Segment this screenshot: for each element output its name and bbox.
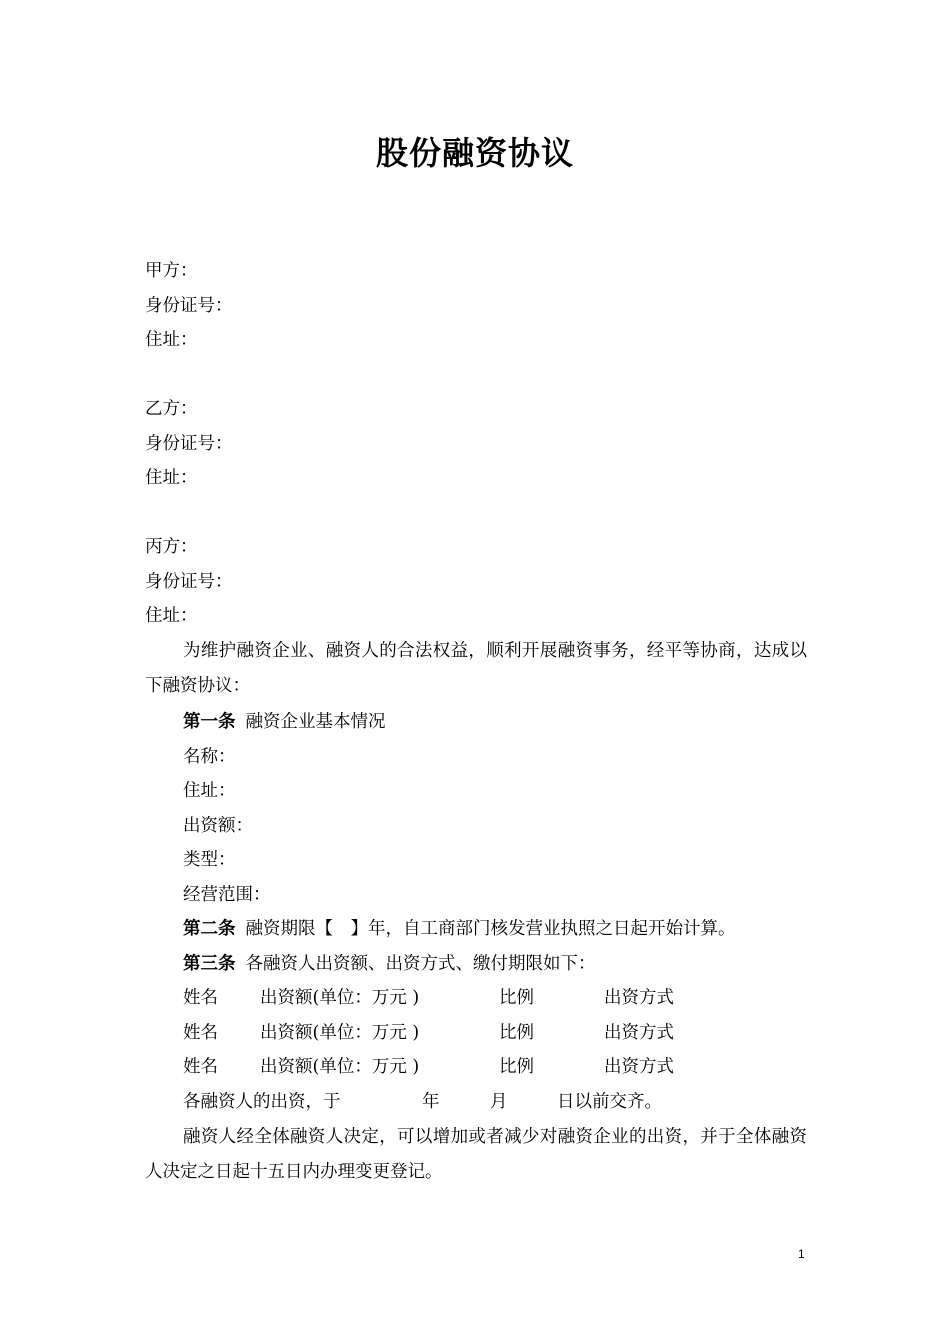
article-3-label: 第三条 [183, 954, 236, 974]
party-c-address-label: 住址： [145, 606, 198, 626]
row-method: 出资方式 [604, 1023, 674, 1043]
row-amount: 出资额(单位：万元 ) [260, 988, 420, 1008]
party-a-name-label: 甲方： [145, 261, 198, 281]
party-a-address-label: 住址： [145, 330, 198, 350]
deadline-year: 年 [422, 1092, 440, 1112]
party-c-id-label: 身份证号： [145, 572, 233, 592]
page-number: 1 [798, 1247, 805, 1261]
deadline-day: 日以前交齐。 [557, 1092, 662, 1112]
party-c-name-label: 丙方： [145, 537, 198, 557]
article-1-field-address: 住址： [183, 781, 236, 801]
article-1-field-scope: 经营范围： [183, 885, 271, 905]
row-method: 出资方式 [604, 1057, 674, 1077]
party-b-id-label: 身份证号： [145, 434, 233, 454]
document-title: 股份融资协议 [375, 134, 574, 172]
party-b-name-label: 乙方： [145, 399, 198, 419]
party-b-address-label: 住址： [145, 468, 198, 488]
article-2-label: 第二条 [183, 919, 236, 939]
article-1-field-type: 类型： [183, 850, 236, 870]
row-ratio: 比例 [499, 1057, 534, 1077]
change-clause-paragraph: 融资人经全体融资人决定，可以增加或者减少对融资企业的出资，并于全体融资人决定之日起十五日内办理变更登记。 [145, 1127, 807, 1182]
article-1-heading [183, 709, 386, 735]
party-a-id-label: 身份证号： [145, 296, 233, 316]
article-1-title: 融资企业基本情况 [245, 712, 386, 732]
row-name: 姓名 [183, 988, 218, 1008]
article-2-text: 融资期限【 】年，自工商部门核发营业执照之日起开始计算。 [245, 919, 736, 939]
article-3-text: 各融资人出资额、出资方式、缴付期限如下： [245, 954, 596, 974]
row-ratio: 比例 [499, 1023, 534, 1043]
row-method: 出资方式 [604, 988, 674, 1008]
row-name: 姓名 [183, 1023, 218, 1043]
article-1-label: 第一条 [183, 712, 236, 732]
article-2 [183, 916, 736, 942]
article-1-field-capital: 出资额： [183, 816, 253, 836]
article-3 [183, 951, 596, 977]
row-name: 姓名 [183, 1057, 218, 1077]
article-1-field-name: 名称： [183, 747, 236, 767]
deadline-month: 月 [490, 1092, 508, 1112]
row-amount: 出资额(单位：万元 ) [260, 1023, 420, 1043]
deadline-prefix: 各融资人的出资，于 [183, 1092, 341, 1112]
preamble-paragraph: 为维护融资企业、融资人的合法权益，顺利开展融资事务，经平等协商，达成以下融资协议： [145, 641, 807, 696]
row-ratio: 比例 [499, 988, 534, 1008]
row-amount: 出资额(单位：万元 ) [260, 1057, 420, 1077]
